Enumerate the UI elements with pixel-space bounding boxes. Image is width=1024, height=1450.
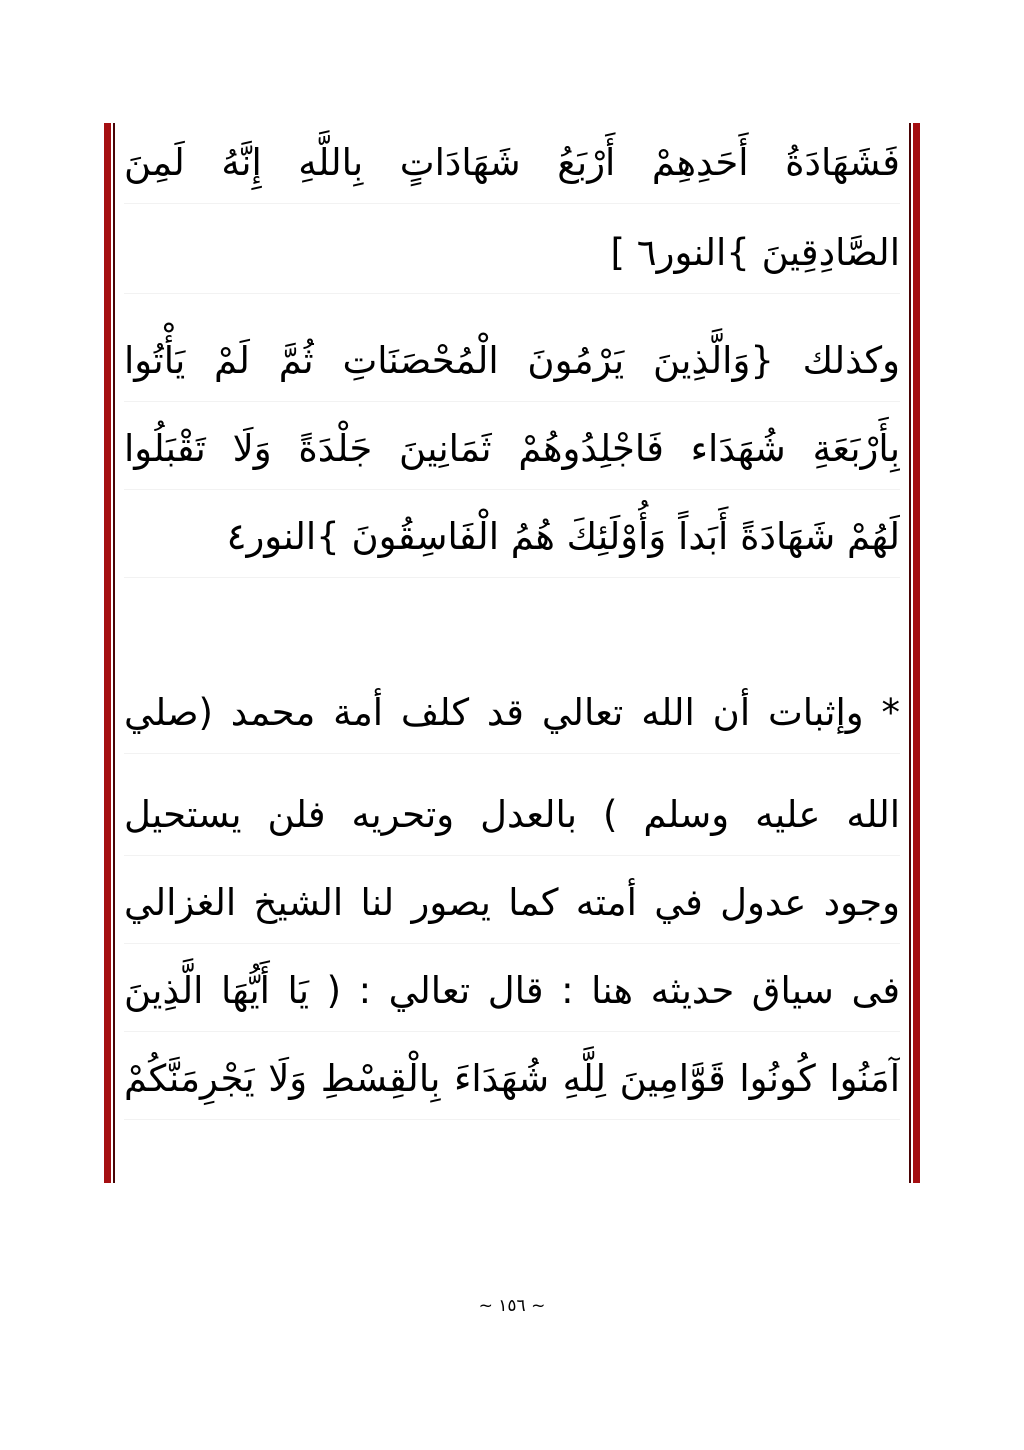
text-line-1: فَشَهَادَةُ أَحَدِهِمْ أَرْبَعُ شَهَادَاتٍ بِاللَّهِ إِنَّهُ لَمِنَ	[124, 123, 900, 204]
text-line-2: الصَّادِقِينَ }النور٦ ]	[124, 213, 900, 294]
text-line-9: فى سياق حديثه هنا : قال تعالي : ( يَا أَيُّهَا الَّذِينَ	[124, 951, 900, 1032]
frame-border-left	[104, 123, 116, 1183]
text-line-4: بِأَرْبَعَةِ شُهَدَاء فَاجْلِدُوهُمْ ثَمَانِينَ جَلْدَةً وَلَا تَقْبَلُوا	[124, 409, 900, 490]
page-number: ~ ١٥٦ ~	[478, 1296, 546, 1316]
text-line-8: وجود عدول في أمته كما يصور لنا الشيخ الغزالي	[124, 863, 900, 944]
text-frame	[104, 123, 920, 1183]
frame-border-right	[908, 123, 920, 1183]
text-line-10: آمَنُوا كُونُوا قَوَّامِينَ لِلَّهِ شُهَدَاءَ بِالْقِسْطِ وَلَا يَجْرِمَنَّكُمْ	[124, 1039, 900, 1120]
text-line-3: وكذلك {وَالَّذِينَ يَرْمُونَ الْمُحْصَنَاتِ ثُمَّ لَمْ يَأْتُوا	[124, 321, 900, 402]
text-line-7: الله عليه وسلم ) بالعدل وتحريه فلن يستحيل	[124, 775, 900, 856]
text-body	[124, 123, 900, 1183]
text-line-6: * وإثبات أن الله تعالي قد كلف أمة محمد (صلي	[124, 673, 900, 754]
text-line-5: لَهُمْ شَهَادَةً أَبَداً وَأُوْلَئِكَ هُمُ الْفَاسِقُونَ }النور٤	[124, 497, 900, 578]
